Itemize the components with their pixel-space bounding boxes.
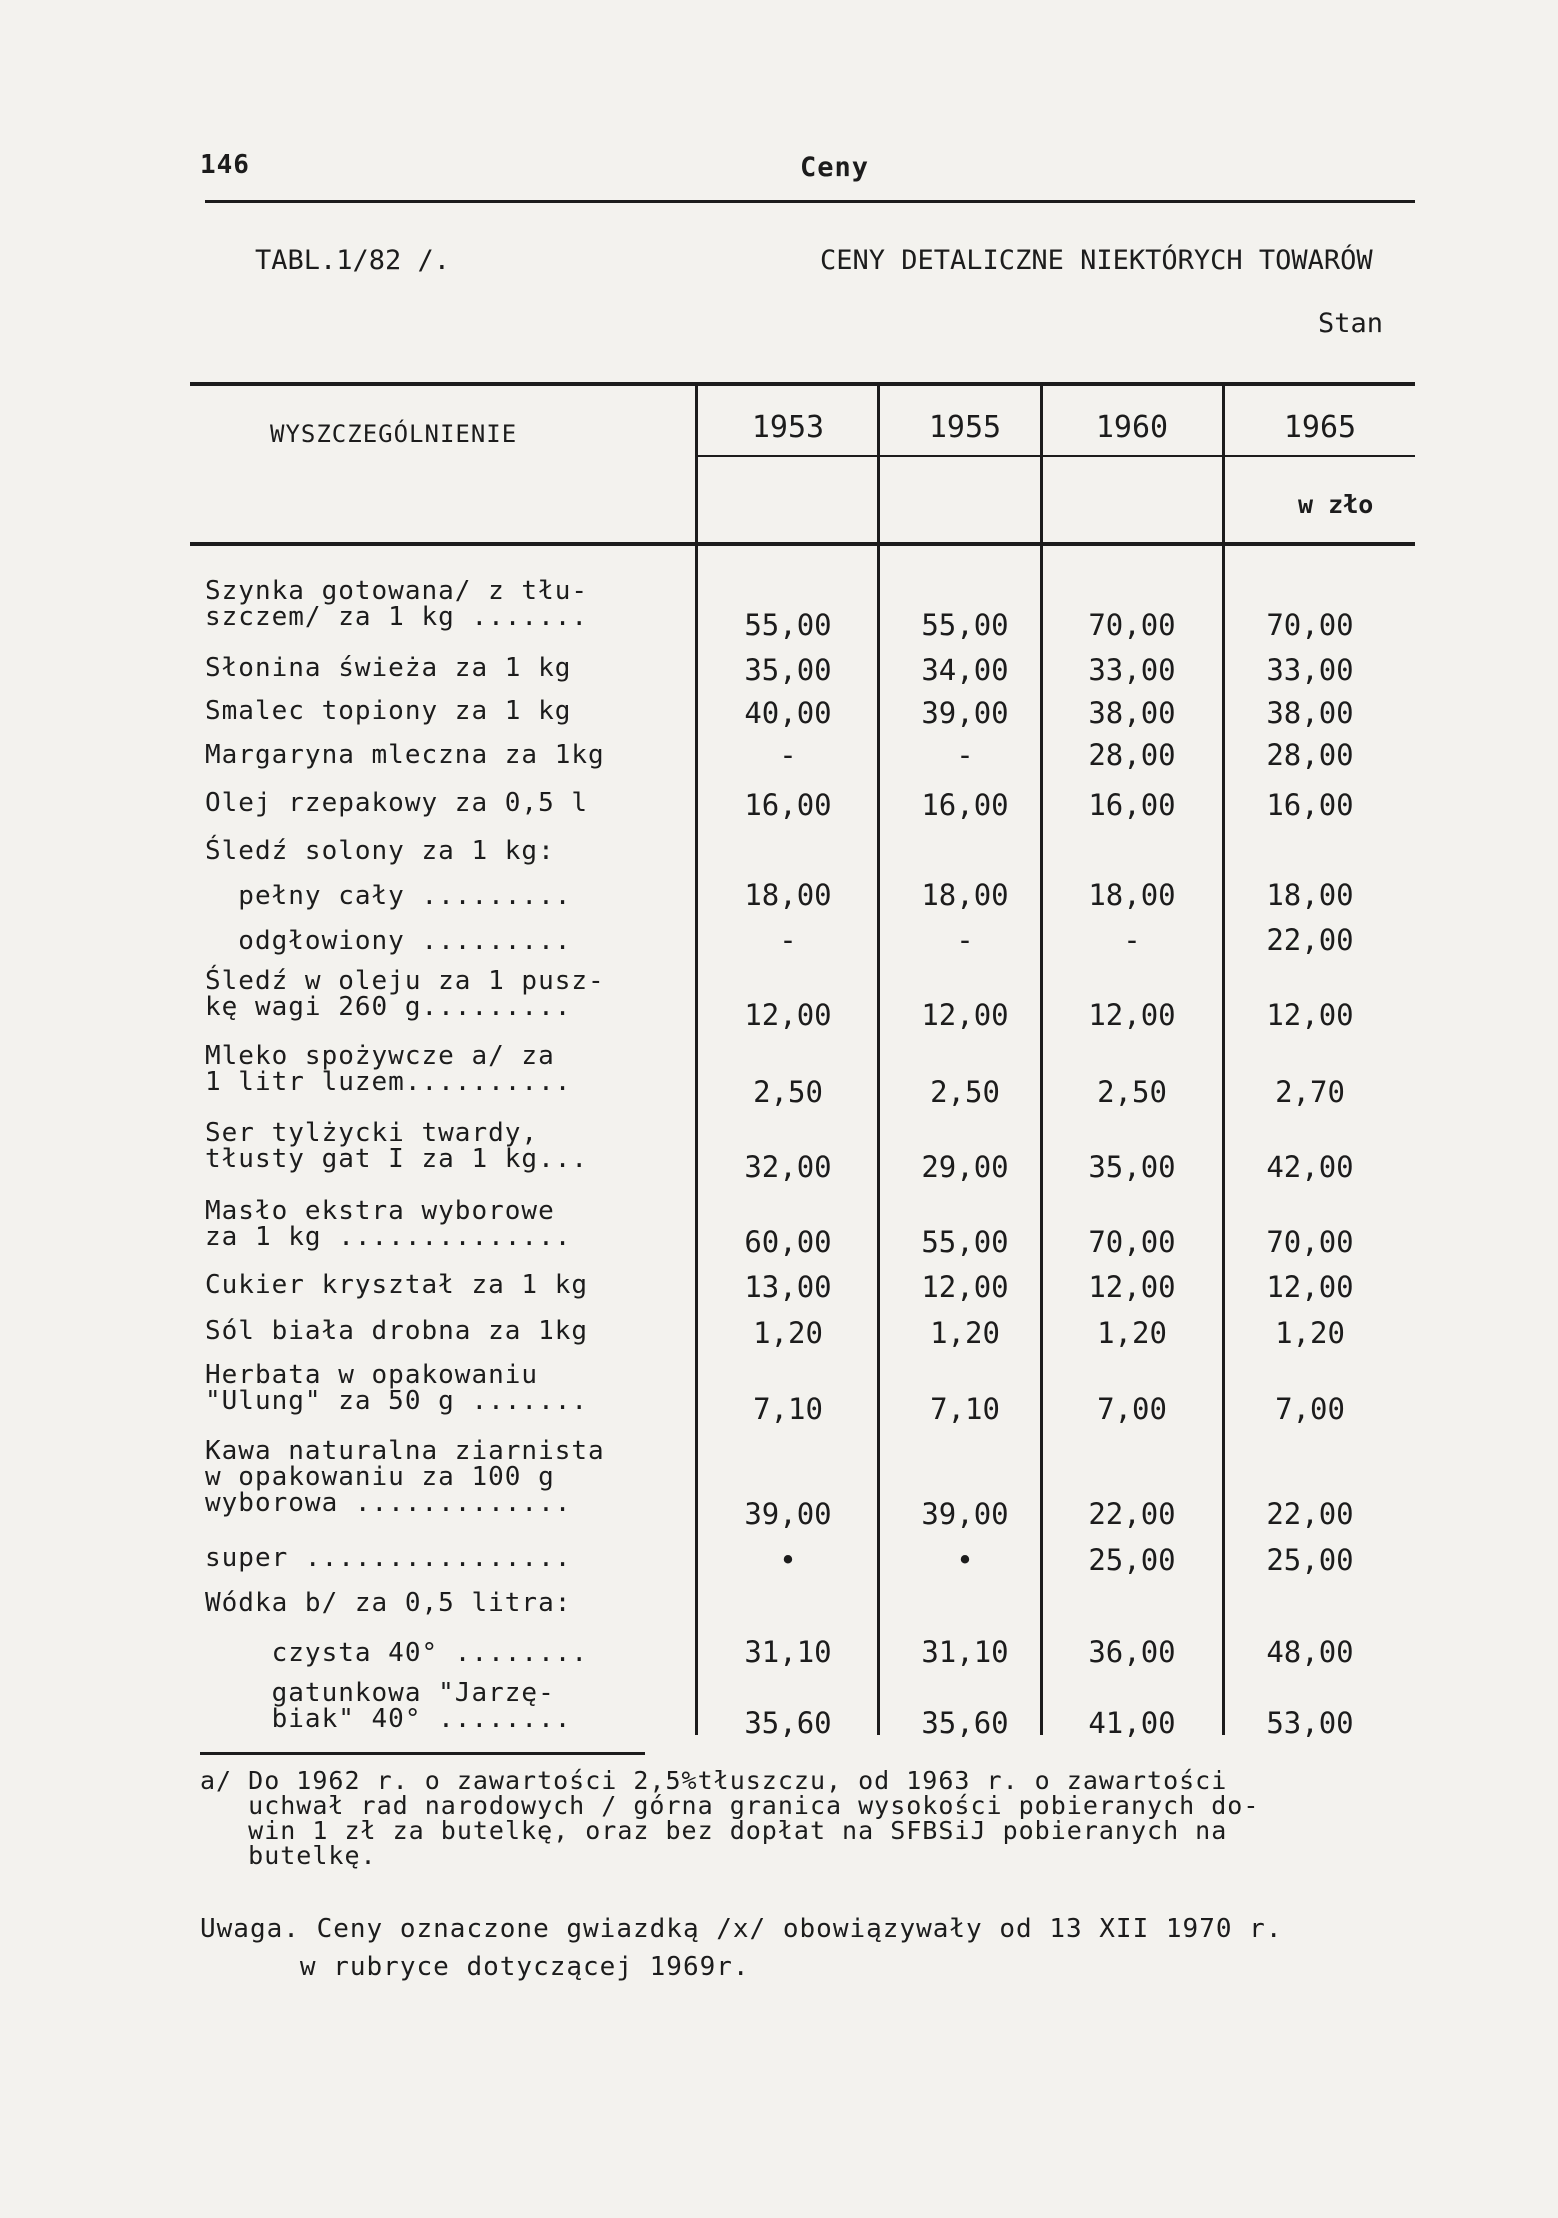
table-cell: 42,00	[1266, 1150, 1354, 1184]
row-label: odgłowiony .........	[205, 926, 572, 956]
year-header: 1965	[1283, 410, 1357, 445]
table-cell: 33,00	[1088, 653, 1176, 687]
table-cell: 39,00	[921, 1497, 1009, 1531]
table-cell: 12,00	[921, 1270, 1009, 1304]
row-label: Margaryna mleczna za 1kg	[205, 740, 605, 770]
year-header: 1953	[751, 410, 825, 445]
table-cell: -	[779, 923, 797, 957]
table-cell: 12,00	[744, 998, 832, 1032]
running-head: Ceny	[800, 152, 870, 183]
table-top-rule	[190, 382, 1415, 386]
stub-header: WYSZCZEGÓLNIENIE	[270, 420, 518, 448]
table-cell: -	[779, 738, 797, 772]
row-label: Słonina świeża za 1 kg	[205, 653, 572, 683]
table-cell: 18,00	[921, 878, 1009, 912]
table-cell: 12,00	[1088, 1270, 1176, 1304]
table-cell: 35,00	[1088, 1150, 1176, 1184]
row-label: Masło ekstra wyborowe za 1 kg ..............	[205, 1196, 572, 1252]
table-cell: 28,00	[1266, 738, 1354, 772]
table-cell: 16,00	[921, 788, 1009, 822]
table-cell: 22,00	[1266, 923, 1354, 957]
table-cell: -	[1123, 923, 1141, 957]
table-title: CENY DETALICZNE NIEKTÓRYCH TOWARÓW	[820, 245, 1373, 276]
table-cell: 12,00	[1266, 1270, 1354, 1304]
row-label: Śledź w oleju za 1 pusz- kę wagi 260 g.........	[205, 966, 605, 1022]
row-label: Sól biała drobna za 1kg	[205, 1316, 589, 1346]
column-divider	[877, 385, 880, 1735]
table-cell: 31,10	[744, 1635, 832, 1669]
row-label: czysta 40° ........	[205, 1638, 589, 1668]
table-cell: 2,70	[1275, 1075, 1345, 1109]
row-label: gatunkowa "Jarzę- biak" 40° ........	[271, 1678, 572, 1734]
table-cell: 2,50	[753, 1075, 823, 1109]
row-label: Śledź solony za 1 kg:	[205, 836, 555, 866]
row-label: super ................	[205, 1543, 572, 1573]
table-cell: 41,00	[1088, 1706, 1176, 1740]
table-cell: 33,00	[1266, 653, 1354, 687]
table-cell: -	[956, 738, 974, 772]
table-cell: 1,20	[1097, 1316, 1167, 1350]
table-cell: 55,00	[921, 1225, 1009, 1259]
table-cell: 16,00	[744, 788, 832, 822]
table-cell: 16,00	[1088, 788, 1176, 822]
row-label: Smalec topiony za 1 kg	[205, 696, 572, 726]
footnote-uwaga: Uwaga. Ceny oznaczone gwiazdką /x/ obowiązywały od 13 XII 1970 r. w rubryce dotyczącej 1969r.	[200, 1914, 1283, 1982]
table-cell: 16,00	[1266, 788, 1354, 822]
footnote-rule	[200, 1752, 645, 1755]
table-cell: 60,00	[744, 1225, 832, 1259]
header-rule	[205, 200, 1415, 203]
column-divider	[1040, 385, 1043, 1735]
table-cell: 31,10	[921, 1635, 1009, 1669]
table-cell: -	[956, 923, 974, 957]
footnote-a: a/ Do 1962 r. o zawartości 2,5%tłuszczu, od 1963 r. o zawartości uchwał rad narodowych / górna granica wysokości pobieranych do- win 1 zł za butelkę, oraz bez dopłat na SFBSiJ pobieranych na butelkę.	[200, 1766, 1260, 1870]
column-divider	[1222, 385, 1225, 1735]
row-label: pełny cały .........	[205, 881, 572, 911]
table-cell: 55,00	[744, 608, 832, 642]
table-cell: 7,10	[753, 1392, 823, 1426]
table-cell: 29,00	[921, 1150, 1009, 1184]
unit-label: w zło	[1298, 490, 1374, 519]
table-cell: 39,00	[921, 696, 1009, 730]
table-cell: 1,20	[753, 1316, 823, 1350]
table-cell: •	[779, 1543, 797, 1577]
row-label: Ser tylżycki twardy, tłusty gat I za 1 kg...	[205, 1118, 589, 1174]
table-cell: 25,00	[1266, 1543, 1354, 1577]
table-cell: 34,00	[921, 653, 1009, 687]
table-cell: 12,00	[921, 998, 1009, 1032]
table-cell: 2,50	[930, 1075, 1000, 1109]
table-cell: 18,00	[1088, 878, 1176, 912]
table-cell: 35,00	[744, 653, 832, 687]
row-label: Wódka b/ za 0,5 litra:	[205, 1588, 572, 1618]
table-cell: 38,00	[1266, 696, 1354, 730]
table-cell: 7,00	[1275, 1392, 1345, 1426]
table-cell: 18,00	[1266, 878, 1354, 912]
table-cell: 55,00	[921, 608, 1009, 642]
row-label: Szynka gotowana/ z tłu- szczem/ za 1 kg .......	[205, 576, 589, 632]
column-divider	[695, 385, 698, 1735]
row-label: Olej rzepakowy za 0,5 l	[205, 788, 589, 818]
table-cell: 32,00	[744, 1150, 832, 1184]
table-cell: 36,00	[1088, 1635, 1176, 1669]
table-cell: 13,00	[744, 1270, 832, 1304]
table-cell: 25,00	[1088, 1543, 1176, 1577]
page-number: 146	[200, 150, 250, 180]
table-cell: 28,00	[1088, 738, 1176, 772]
header-bottom-rule	[190, 542, 1415, 546]
table-cell: 22,00	[1088, 1497, 1176, 1531]
table-cell: 7,10	[930, 1392, 1000, 1426]
table-cell: 12,00	[1088, 998, 1176, 1032]
table-cell: 35,60	[744, 1706, 832, 1740]
table-cell: 53,00	[1266, 1706, 1354, 1740]
table-cell: 7,00	[1097, 1392, 1167, 1426]
table-stan: Stan	[1318, 308, 1384, 339]
table-cell: 1,20	[1275, 1316, 1345, 1350]
table-cell: 12,00	[1266, 998, 1354, 1032]
table-cell: •	[956, 1543, 974, 1577]
table-cell: 1,20	[930, 1316, 1000, 1350]
table-cell: 40,00	[744, 696, 832, 730]
table-cell: 22,00	[1266, 1497, 1354, 1531]
table-cell: 70,00	[1266, 1225, 1354, 1259]
table-cell: 2,50	[1097, 1075, 1167, 1109]
row-label: Herbata w opakowaniu "Ulung" za 50 g .......	[205, 1360, 589, 1416]
table-cell: 39,00	[744, 1497, 832, 1531]
table-cell: 35,60	[921, 1706, 1009, 1740]
year-header: 1960	[1095, 410, 1169, 445]
year-row-rule	[697, 455, 1415, 457]
table-cell: 70,00	[1088, 1225, 1176, 1259]
table-cell: 48,00	[1266, 1635, 1354, 1669]
table-id: TABL.1/82 /.	[255, 245, 451, 276]
table-cell: 38,00	[1088, 696, 1176, 730]
table-cell: 70,00	[1266, 608, 1354, 642]
row-label: Mleko spożywcze a/ za 1 litr luzem..........	[205, 1041, 572, 1097]
row-label: Kawa naturalna ziarnista w opakowaniu za 100 g wyborowa .............	[205, 1436, 605, 1518]
table-cell: 18,00	[744, 878, 832, 912]
table-cell: 70,00	[1088, 608, 1176, 642]
row-label: Cukier kryształ za 1 kg	[205, 1270, 589, 1300]
year-header: 1955	[928, 410, 1002, 445]
